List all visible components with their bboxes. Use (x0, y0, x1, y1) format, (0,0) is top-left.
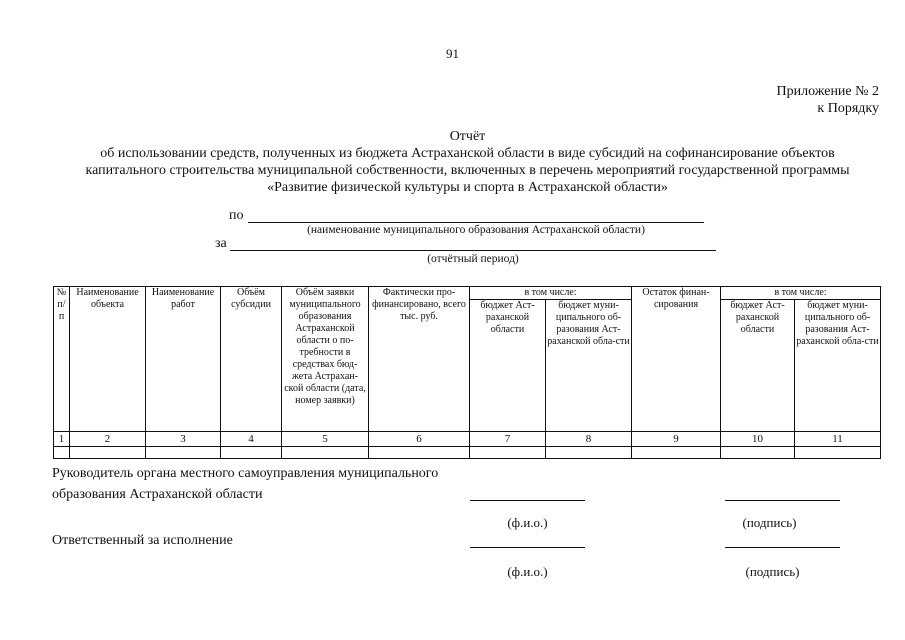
head-fio-line[interactable] (470, 499, 585, 501)
head-signature-block (52, 463, 438, 505)
column-number: 10 (721, 432, 795, 447)
column-number: 6 (369, 432, 470, 447)
header-municipal-budget-1: бюджет муни-ципального об-разования Аст-раханской обла-сти (546, 300, 632, 432)
header-index: № п/п (54, 287, 70, 432)
responsible-fio-line[interactable] (470, 546, 585, 548)
table-cell[interactable] (369, 447, 470, 459)
column-number: 7 (470, 432, 546, 447)
header-group-including-2: в том числе: (721, 287, 881, 300)
municipality-hint: (наименование муниципального образования Астраханской области) (307, 224, 645, 236)
head-sign-label: (подпись) (742, 515, 797, 530)
appendix-line-1: Приложение № 2 (776, 84, 879, 99)
responsible-label: Ответственный за исполнение (52, 533, 233, 548)
appendix-line-2: к Порядку (817, 101, 879, 116)
table-cell[interactable] (282, 447, 369, 459)
table-cell[interactable] (470, 447, 546, 459)
table-cell[interactable] (632, 447, 721, 459)
table-cell[interactable] (221, 447, 282, 459)
header-municipal-budget-2: бюджет муни-ципального об-разования Аст-раханской обла-сти (795, 300, 881, 432)
column-number: 2 (70, 432, 146, 447)
header-group-including-1: в том числе: (470, 287, 632, 300)
period-field[interactable] (230, 236, 716, 251)
header-works-name: Наименование работ (146, 287, 221, 432)
table-header-row (54, 287, 881, 300)
header-regional-budget-1: бюджет Аст-раханской области (470, 300, 546, 432)
page-number: 91 (446, 46, 459, 61)
header-remaining: Остаток финан-сирования (632, 287, 721, 432)
column-number: 1 (54, 432, 70, 447)
period-prefix: за (215, 236, 227, 251)
column-number: 9 (632, 432, 721, 447)
table-cell[interactable] (54, 447, 70, 459)
table-cell[interactable] (795, 447, 881, 459)
report-title (40, 128, 895, 196)
column-number: 4 (221, 432, 282, 447)
title-line-3: капитального строительства муниципальной собственности, включенных в перечень мероприятий государственной программы (85, 163, 850, 178)
title-line-4: «Развитие физической культуры и спорта в Астраханской области» (267, 180, 668, 195)
table-cell[interactable] (146, 447, 221, 459)
column-number-row (54, 432, 881, 447)
head-title-line-2: образования Астраханской области (52, 487, 263, 502)
header-regional-budget-2: бюджет Аст-раханской области (721, 300, 795, 432)
responsible-fio-label: (ф.и.о.) (507, 564, 548, 579)
header-object-name: Наименование объекта (70, 287, 146, 432)
head-title-line-1: Руководитель органа местного самоуправления муниципального (52, 466, 439, 481)
table-row[interactable] (54, 447, 881, 459)
head-fio-label: (ф.и.о.) (507, 515, 548, 530)
header-subsidy-volume: Объём субсидии (221, 287, 282, 432)
responsible-sign-label: (подпись) (745, 564, 800, 579)
head-sign-line[interactable] (725, 499, 840, 501)
table-cell[interactable] (546, 447, 632, 459)
responsible-sign-line[interactable] (725, 546, 840, 548)
table-cell[interactable] (70, 447, 146, 459)
column-number: 11 (795, 432, 881, 447)
title-line-2: об использовании средств, полученных из бюджета Астраханской области в виде субсидий на софинансирование объектов (100, 146, 835, 161)
column-number: 3 (146, 432, 221, 447)
title-line-1: Отчёт (449, 129, 486, 144)
table-cell[interactable] (721, 447, 795, 459)
header-request-volume: Объём заявки муниципального образования Астраханской области о по-требности в средствах бюд-жета Астрахан-ской области (дата, номер заявки) (282, 287, 369, 432)
header-financed-total: Фактически про-финансировано, всего тыс. руб. (369, 287, 470, 432)
period-hint: (отчётный период) (427, 253, 519, 265)
report-table (53, 286, 881, 459)
column-number: 8 (546, 432, 632, 447)
municipality-prefix: по (229, 208, 244, 223)
municipality-field[interactable] (248, 208, 704, 223)
appendix-note (777, 83, 880, 117)
column-number: 5 (282, 432, 369, 447)
